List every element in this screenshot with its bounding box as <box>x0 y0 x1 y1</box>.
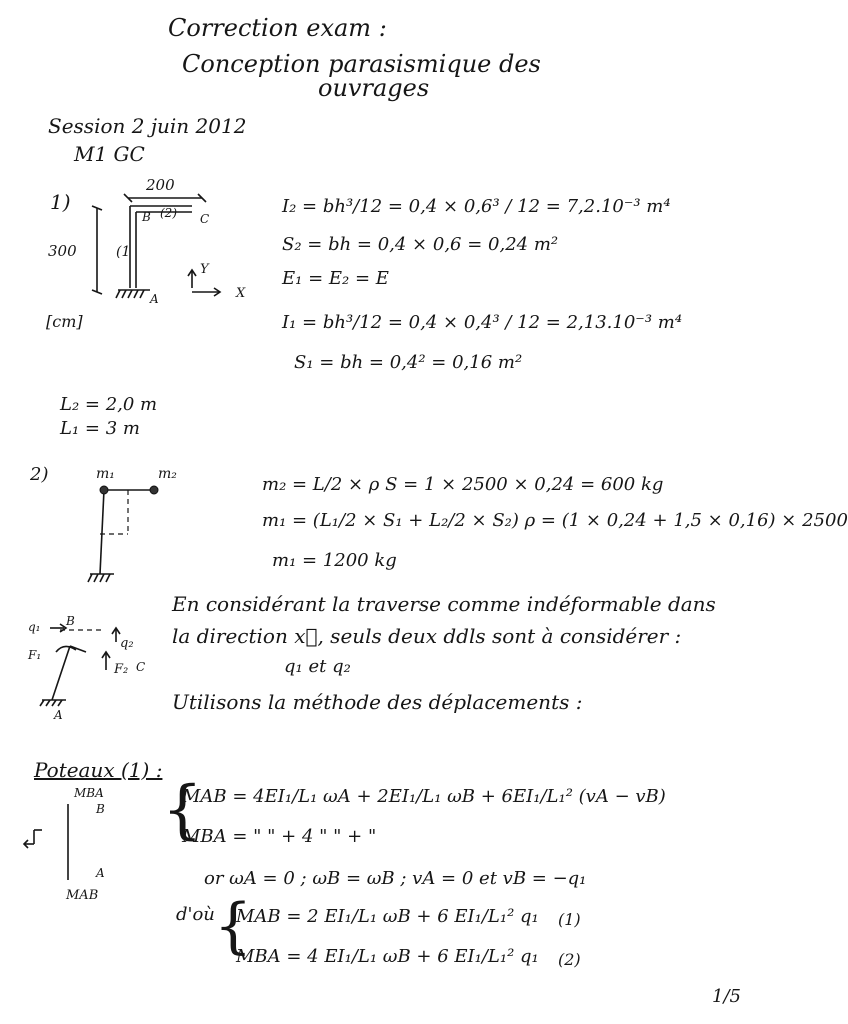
dof-q1-label: q₁ <box>28 620 41 634</box>
dof-A-label: A <box>54 708 63 722</box>
poteaux-node-B: B <box>96 802 105 816</box>
eq-E: E₁ = E₂ = E <box>282 268 389 289</box>
dim-width-label: 200 <box>146 176 175 194</box>
dof-column <box>52 646 70 700</box>
node-A-label: A <box>150 292 159 306</box>
node-C-label: C <box>200 212 210 226</box>
eq-S2: S₂ = bh = 0,4 × 0,6 = 0,24 m² <box>282 234 559 255</box>
units-label: [cm] <box>46 312 83 331</box>
title-line-2: Conception parasismique des <box>182 50 541 78</box>
dof-B-top-label: B <box>66 614 75 628</box>
dof-C-label: C <box>136 660 146 674</box>
result-MAB: MAB = 2 EI₁/L₁ ωB + 6 EI₁/L₁² q₁ <box>236 906 539 927</box>
eq-I2: I₂ = bh³/12 = 0,4 × 0,6³ / 12 = 7,2.10⁻³ m⁴ <box>282 196 671 217</box>
mass-m2-label: m₂ <box>158 466 177 482</box>
length-L1: L₁ = 3 m <box>60 418 140 439</box>
system-brace-1: { <box>162 773 203 847</box>
eq-m1-result: m₁ = 1200 kg <box>272 550 397 571</box>
eq-MBA: MBA = " " + 4 " " + " <box>182 826 377 847</box>
mass-m1-node <box>100 486 108 494</box>
eq-m2: m₂ = L/2 × ρ S = 1 × 2500 × 0,24 = 600 kg <box>262 474 664 495</box>
dof-F1-label: F₁ <box>28 648 42 662</box>
dou-label: d'où <box>176 904 215 925</box>
axis-y-label: Y <box>200 262 209 277</box>
poteaux-heading: Poteaux (1) : <box>34 758 163 782</box>
text-line-2: la direction x⃗, seuls deux ddls sont à considérer : <box>172 624 682 648</box>
eq-MAB: MAB = 4EI₁/L₁ ωA + 2EI₁/L₁ ωB + 6EI₁/L₁² (vA − vB) <box>182 786 666 807</box>
mass-column <box>100 490 104 574</box>
text-line-4: Utilisons la méthode des déplacements : <box>172 690 583 714</box>
eq-S1: S₁ = bh = 0,4² = 0,16 m² <box>294 352 523 373</box>
dof-q2-label: q₂ <box>120 636 134 651</box>
eq-m1: m₁ = (L₁/2 × S₁ + L₂/2 × S₂) ρ = (1 × 0,24 + 1,5 × 0,16) × 2500 <box>262 510 848 531</box>
axis-x-label: X <box>236 286 246 301</box>
part1-number: 1) <box>50 190 71 214</box>
level-line: M1 GC <box>74 142 145 166</box>
title-line-1: Correction exam : <box>168 14 387 42</box>
length-L2: L₂ = 2,0 m <box>60 394 158 415</box>
eq-I1: I₁ = bh³/12 = 0,4 × 0,4³ / 12 = 2,13.10⁻³ m⁴ <box>282 312 683 333</box>
moment-MBA-label: MBA <box>74 786 104 800</box>
poteaux-figure <box>20 800 80 900</box>
dim-height-label: 300 <box>48 242 77 260</box>
poteaux-node-A: A <box>96 866 105 880</box>
part2-number: 2) <box>30 464 49 485</box>
session-line: Session 2 juin 2012 <box>48 114 247 138</box>
node-B-label: B <box>142 210 151 224</box>
text-line-1: En considérant la traverse comme indéformable dans <box>172 592 716 616</box>
result-MAB-number: (1) <box>558 910 581 929</box>
member-1-label: (1 <box>116 244 131 260</box>
title-line-3: ouvrages <box>318 74 430 102</box>
text-line-3: q₁ et q₂ <box>284 656 351 677</box>
result-MBA: MBA = 4 EI₁/L₁ ωB + 6 EI₁/L₁² q₁ <box>236 946 539 967</box>
mass-m2-node <box>150 486 158 494</box>
system-brace-2: { <box>214 891 253 961</box>
moment-MAB-label: MAB <box>66 888 99 903</box>
mass-m1-label: m₁ <box>96 466 115 482</box>
result-MBA-number: (2) <box>558 950 581 969</box>
dof-F2-label: F₂ <box>114 662 129 677</box>
member-2-label: (2) <box>160 206 177 220</box>
page-number: 1/5 <box>712 986 741 1007</box>
boundary-conditions: or ωA = 0 ; ωB = ωB ; vA = 0 et vB = −q₁ <box>204 868 587 889</box>
mass-model-figure <box>70 470 190 600</box>
